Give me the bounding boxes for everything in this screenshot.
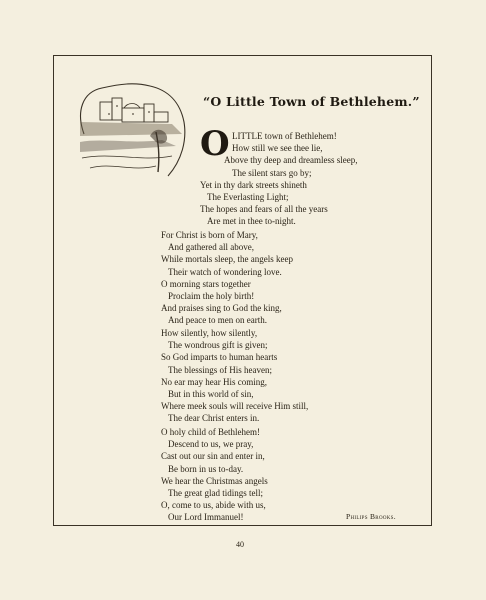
poem-line: So God imparts to human hearts <box>161 352 278 363</box>
poem-line: Above thy deep and dreamless sleep, <box>224 155 358 166</box>
poem-line: Where meek souls will receive Him still, <box>161 401 309 412</box>
poem-line: But in this world of sin, <box>168 389 254 399</box>
poem-line: Their watch of wondering love. <box>168 266 282 277</box>
poem-line: The blessings of His heaven; <box>168 364 272 375</box>
poem-line: And peace to men on earth. <box>168 315 267 326</box>
poem-line: Yet in thy dark streets shineth <box>200 179 307 190</box>
author-signature: Philips Brooks. <box>346 512 396 521</box>
poem-line: No ear may hear His coming, <box>161 376 267 387</box>
poem-line: O holy child of Bethlehem! <box>161 427 260 437</box>
poem-line: How silently, how silently, <box>161 328 258 338</box>
poem-line: Our Lord Immanuel! <box>168 512 244 523</box>
poem-line: O morning stars together <box>161 278 251 289</box>
poem-line: Are met in thee to-night. <box>207 216 296 227</box>
poem-line: LITTLE town of Bethlehem! <box>232 131 337 141</box>
poem-line: The hopes and fears of all the years <box>200 204 328 215</box>
page-number: 40 <box>236 540 244 549</box>
poem-line: For Christ is born of Mary, <box>161 230 258 240</box>
poem-line: And gathered all above, <box>168 242 254 253</box>
poem-line: Be born in us to-day. <box>168 463 244 474</box>
poem-line: Cast out our sin and enter in, <box>161 451 265 462</box>
poem-line: The great glad tidings tell; <box>168 488 263 498</box>
poem-line: O, come to us, abide with us, <box>161 500 266 511</box>
poem-line: The Everlasting Light; <box>207 192 289 202</box>
poem-title: “O Little Town of Bethlehem.” <box>203 94 420 109</box>
poem-line: The silent stars go by; <box>232 167 312 178</box>
poem-line: Descend to us, we pray, <box>168 439 254 450</box>
poem-line: Proclaim the holy birth! <box>168 291 255 301</box>
poem-line: The wondrous gift is given; <box>168 340 268 351</box>
poem-line: How still we see thee lie, <box>232 143 323 154</box>
bethlehem-town-illustration <box>72 72 188 182</box>
poem-line: And praises sing to God the king, <box>161 303 282 314</box>
drop-cap: O <box>200 124 230 164</box>
poem-line: The dear Christ enters in. <box>168 413 260 424</box>
poem-line: While mortals sleep, the angels keep <box>161 254 293 265</box>
poem-line: We hear the Christmas angels <box>161 475 268 486</box>
